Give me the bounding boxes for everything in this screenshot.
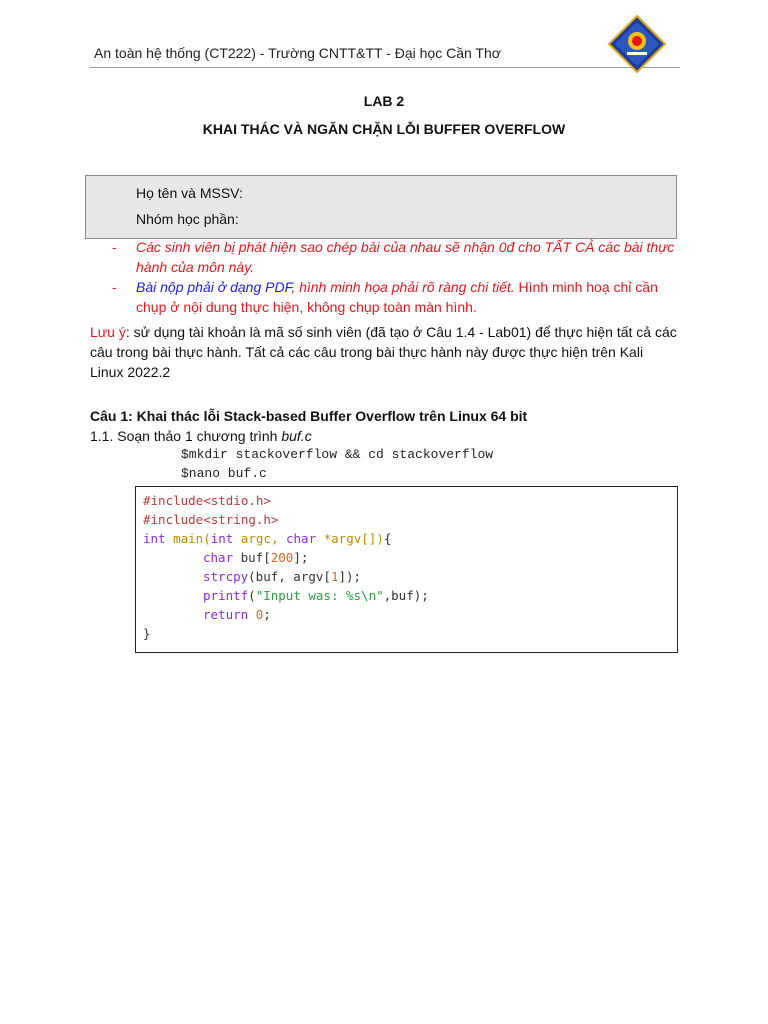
step-text: 1.1. Soạn thảo 1 chương trình (90, 428, 282, 444)
code-token: 1 (330, 569, 339, 584)
code-token: (buf, argv[ (248, 569, 331, 584)
rules-list (112, 237, 678, 317)
code-token: argc, (233, 531, 286, 546)
code-token: *argv[]) (316, 531, 384, 546)
code-token: return (203, 607, 249, 622)
note-paragraph (90, 322, 678, 382)
course-group-label: Nhóm học phần: (136, 211, 239, 227)
command-mkdir: $mkdir stackoverflow && cd stackoverflow (181, 447, 494, 462)
code-token: main( (165, 531, 211, 546)
header-text: An toàn hệ thống (CT222) - Trường CNTT&TT - Đại học Cần Thơ (94, 45, 501, 61)
rule-item (112, 237, 678, 277)
step-filename: buf.c (281, 428, 312, 444)
code-line (143, 531, 391, 546)
student-info-box (85, 175, 677, 239)
step-1-1 (90, 428, 312, 444)
code-token: int (143, 531, 166, 546)
header-divider (90, 67, 680, 68)
rule-item (112, 277, 678, 317)
code-token (248, 607, 256, 622)
rule-text-pdf: Bài nộp phải ở dạng PDF (136, 279, 292, 295)
rule-text-capture: Hình minh hoạ chỉ cần chụp ở nội dung thực hiện, không chụp toàn màn hình. (136, 279, 658, 315)
code-line: #include<string.h> (143, 512, 279, 527)
note-label: Lưu ý (90, 324, 126, 340)
code-token: ]; (293, 550, 309, 565)
code-token: int (210, 531, 234, 546)
code-token: { (383, 531, 392, 546)
rule-text-image: , hình minh họa phải rõ ràng chi tiết. (291, 279, 515, 295)
bullet-dash: - (112, 279, 117, 295)
code-line (203, 550, 308, 565)
question-1-title: Câu 1: Khai thác lỗi Stack-based Buffer Overflow trên Linux 64 bit (90, 408, 528, 424)
code-token: 200 (270, 550, 294, 565)
code-line (203, 607, 271, 622)
code-line: } (143, 626, 151, 641)
code-block (135, 486, 678, 653)
bullet-dash: - (112, 239, 117, 255)
code-token: 0 (255, 607, 264, 622)
code-token: buf[ (233, 550, 271, 565)
code-line: #include<stdio.h> (143, 493, 271, 508)
note-text: : sử dụng tài khoản là mã số sinh viên (đã tạo ở Câu 1.4 - Lab01) để thực hiện tất cả các câu trong bài thực hành. Tất cả các câu trong bài thực hành này được thực hiện trên Kali Linux 2022.2 (90, 324, 677, 380)
lab-title: LAB 2 (363, 93, 405, 109)
code-line (203, 569, 361, 584)
code-line (203, 588, 429, 603)
university-logo-icon (607, 14, 667, 74)
code-token: "Input was: %s\n" (255, 588, 384, 603)
code-token: printf (203, 588, 249, 603)
command-nano: $nano buf.c (181, 466, 267, 481)
code-token: ,buf); (383, 588, 429, 603)
rule-text: Các sinh viên bị phát hiện sao chép bài của nhau sẽ nhận 0đ cho TẤT CẢ các bài thực hành của môn này. (136, 239, 675, 275)
code-token: ; (263, 607, 271, 622)
code-token: char (286, 531, 317, 546)
code-token: strcpy (203, 569, 249, 584)
lab-subtitle: KHAI THÁC VÀ NGĂN CHẶN LỖI BUFFER OVERFLOW (202, 121, 566, 137)
code-token: ]); (338, 569, 362, 584)
student-name-id-label: Họ tên và MSSV: (136, 185, 243, 201)
code-token: char (203, 550, 234, 565)
code-token: ( (248, 588, 256, 603)
